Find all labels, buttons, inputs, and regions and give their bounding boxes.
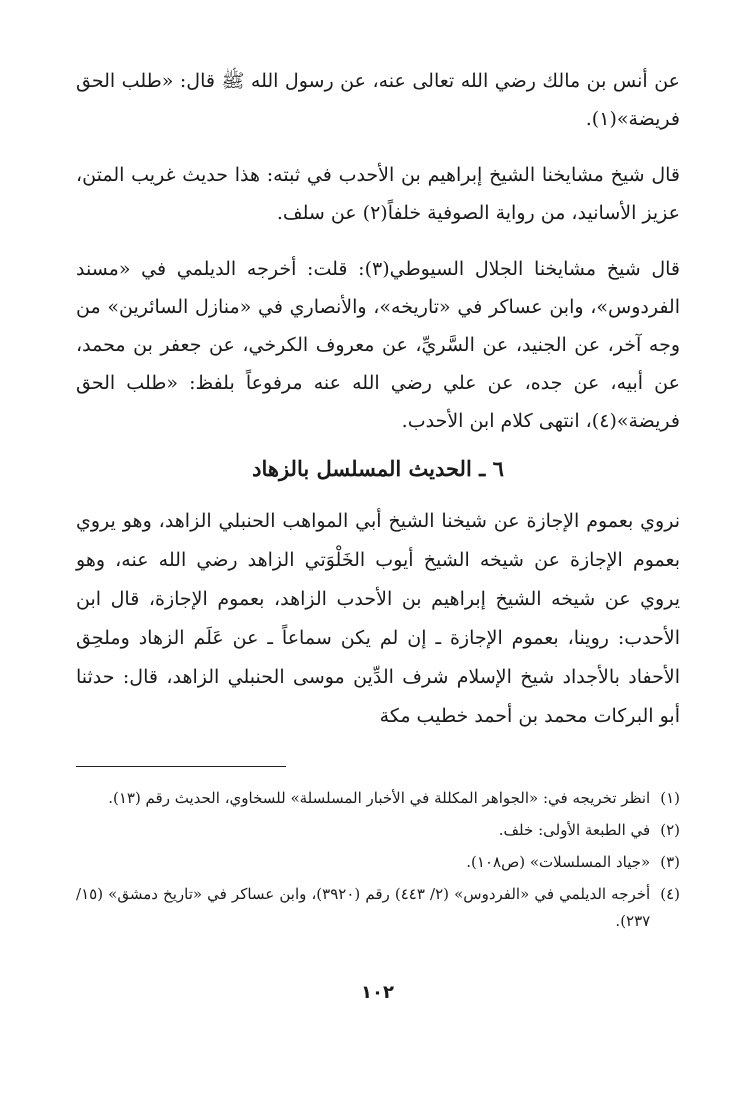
footnote-3 bbox=[76, 849, 680, 876]
footnote-divider bbox=[76, 766, 286, 767]
footnote-number: (١) bbox=[660, 789, 680, 807]
footnote-number: (٤) bbox=[660, 885, 680, 903]
footnote-number: (٢) bbox=[660, 821, 680, 839]
footnote-number: (٣) bbox=[660, 853, 680, 871]
paragraph-2: قال شيخ مشايخنا الشيخ إبراهيم بن الأحدب في ثبته: هذا حديث غريب المتن، عزيز الأسانيد، من رواية الصوفية خلفاً(٢) عن سلف. bbox=[76, 164, 680, 224]
footnotes bbox=[76, 785, 680, 935]
section-heading: ٦ ـ الحديث المسلسل بالزهاد bbox=[252, 456, 504, 481]
section-body: نروي بعموم الإجازة عن شيخنا الشيخ أبي المواهب الحنبلي الزاهد، وهو يروي بعموم الإجازة عن شيخه الشيخ أيوب الخَلْوَتي الزاهد رضي الله عنه، وهو يروي عن شيخه الشيخ إبراهيم بن الأحدب الزاهد، بعموم الإجازة، قال ابن الأحدب: روينا، بعموم الإجازة ـ إن لم يكن سماعاً ـ عن عَلَم الزهاد وملحِق الأحفاد بالأجداد شيخ الإسلام شرف الدِّين موسى الحنبلي الزاهد، قال: حدثنا أبو البركات محمد بن أحمد خطيب مكة bbox=[76, 510, 680, 727]
footnote-4 bbox=[76, 881, 680, 935]
page-number: ١٠٢ bbox=[361, 982, 394, 1003]
footnote-text: انظر تخريجه في: «الجواهر المكللة في الأخبار المسلسلة» للسخاوي، الحديث رقم (١٣). bbox=[108, 789, 651, 807]
paragraph-3: قال شيخ مشايخنا الجلال السيوطي(٣): قلت: أخرجه الديلمي في «مسند الفردوس»، وابن عساكر في «تاريخه»، والأنصاري في «منازل السائرين» من وجه آخر، عن الجنيد، عن السَّريِّ، عن معروف الكرخي، عن جعفر بن محمد، عن أبيه، عن جده، عن علي رضي الله عنه مرفوعاً بلفظ: «طلب الحق فريضة»(٤)، انتهى كلام ابن الأحدب. bbox=[76, 258, 681, 432]
footnote-2 bbox=[76, 817, 680, 844]
footnote-text: أخرجه الديلمي في «الفردوس» (٢/ ٤٤٣) رقم (٣٩٢٠)، وابن عساكر في «تاريخ دمشق» (١٥/ ٢٣٧). bbox=[76, 885, 651, 930]
footnote-text: «جياد المسلسلات» (ص١٠٨). bbox=[466, 853, 651, 871]
footnote-1 bbox=[76, 785, 680, 812]
footnote-text: في الطبعة الأولى: خلف. bbox=[498, 821, 651, 839]
paragraph-1: عن أنس بن مالك رضي الله تعالى عنه، عن رسول الله ﷺ قال: «طلب الحق فريضة»(١). bbox=[76, 70, 680, 130]
page-content bbox=[76, 62, 680, 940]
